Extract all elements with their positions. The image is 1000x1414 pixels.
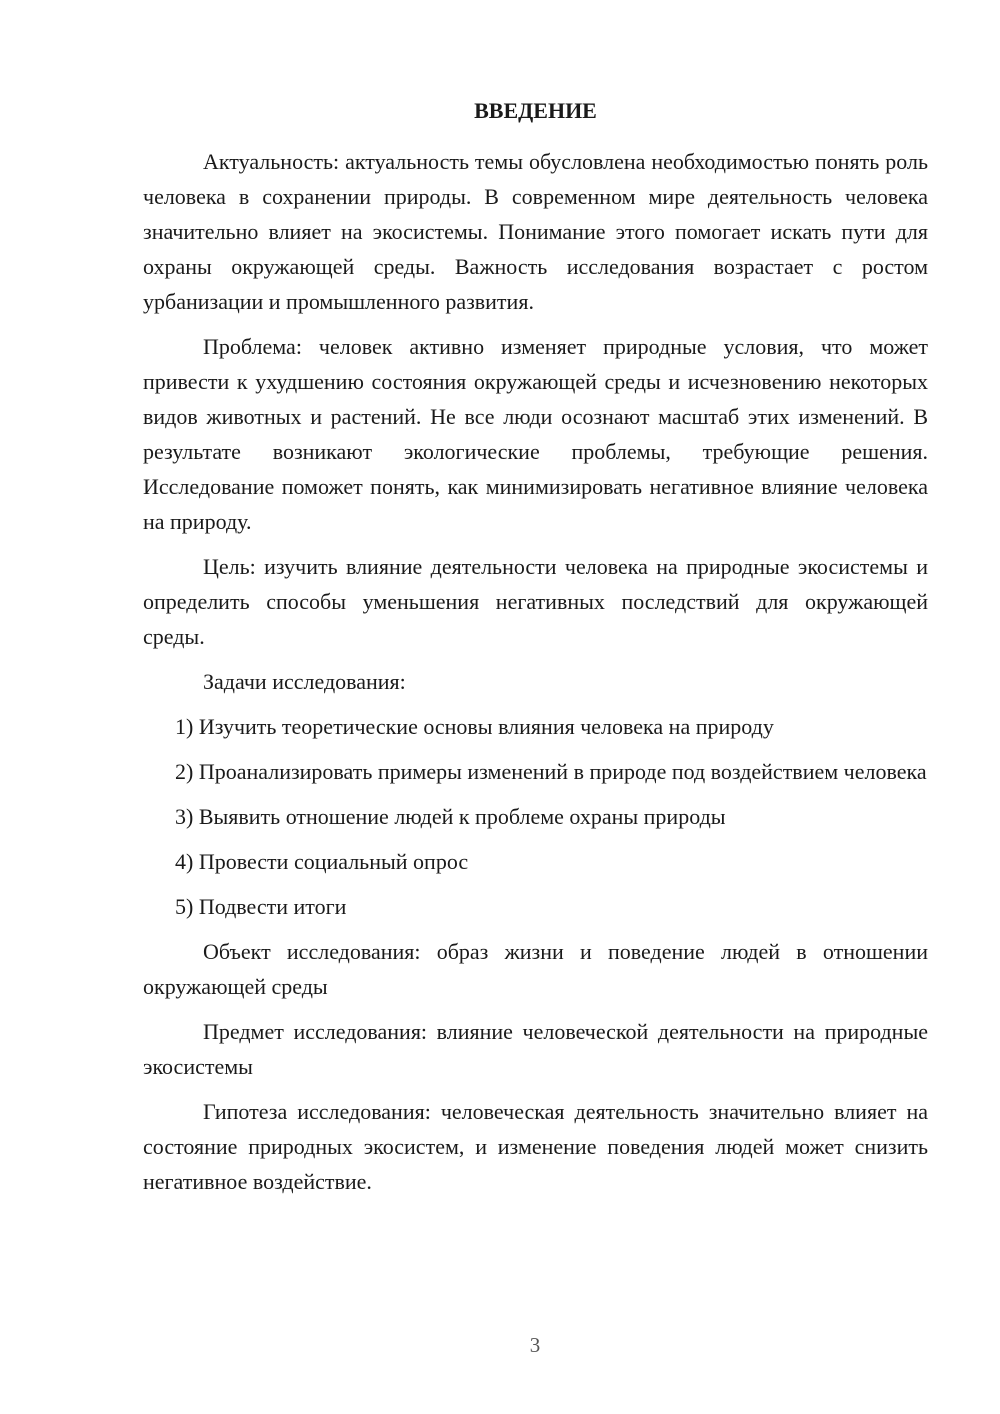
task-item-2: 2) Проанализировать примеры изменений в природе под воздействием человека <box>175 759 927 784</box>
task-item-4: 4) Провести социальный опрос <box>175 849 469 874</box>
paragraph-relevance: Актуальность: актуальность темы обусловлена необходимостью понять роль человека в сохранении природы. В современном мире деятельность человека значительно влияет на экосистемы. Понимание этого помогает искать пути для охраны окружающей среды. Важность исследования возрастает с ростом урбанизации и промышленного развития. <box>143 149 928 314</box>
task-item-3: 3) Выявить отношение людей к проблеме охраны природы <box>175 804 726 829</box>
paragraph-goal: Цель: изучить влияние деятельности человека на природные экосистемы и определить способы уменьшения негативных последствий для окружающей среды. <box>143 554 928 649</box>
page-number: 3 <box>529 1333 541 1357</box>
paragraph-object: Объект исследования: образ жизни и поведение людей в отношении окружающей среды <box>143 939 928 999</box>
task-item-1: 1) Изучить теоретические основы влияния человека на природу <box>175 714 774 739</box>
tasks-title: Задачи исследования: <box>203 669 406 694</box>
task-item-5: 5) Подвести итоги <box>175 894 347 919</box>
section-heading: ВВЕДЕНИЕ <box>474 98 597 123</box>
document-page <box>143 96 928 1209</box>
paragraph-hypothesis: Гипотеза исследования: человеческая деятельность значительно влияет на состояние природных экосистем, и изменение поведения людей может снизить негативное воздействие. <box>143 1099 928 1194</box>
paragraph-subject: Предмет исследования: влияние человеческой деятельности на природные экосистемы <box>143 1019 928 1079</box>
paragraph-problem: Проблема: человек активно изменяет природные условия, что может привести к ухудшению состояния окружающей среды и исчезновению некоторых видов животных и растений. Не все люди осознают масштаб этих изменений. В результате возникают экологические проблемы, требующие решения. Исследование поможет понять, как минимизировать негативное влияние человека на природу. <box>143 334 928 534</box>
